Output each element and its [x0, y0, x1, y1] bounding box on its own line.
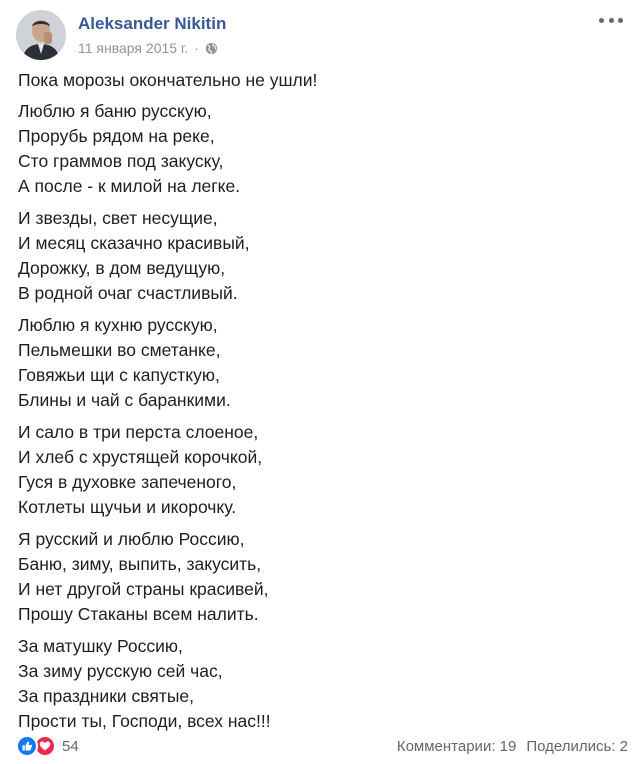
comments-count-link[interactable]: Комментарии: 19 — [396, 737, 517, 755]
poem-line: Люблю я кухню русскую, — [18, 315, 218, 335]
poem-line: Гуся в духовке запеченого, — [18, 472, 237, 492]
poem-stanza — [18, 634, 618, 734]
poem-line: Баню, зиму, выпить, закусить, — [18, 554, 262, 574]
poem-line: Пельмешки во сметанке, — [18, 340, 221, 360]
author-avatar[interactable] — [16, 10, 66, 60]
poem-stanza — [18, 313, 618, 413]
poem-stanza — [18, 206, 618, 306]
poem-line: Котлеты щучьи и икорочку. — [18, 497, 237, 517]
meta-separator: · — [194, 40, 199, 56]
poem-line: И месяц сказачно красивый, — [18, 233, 250, 253]
poem-line: Я русский и люблю Россию, — [18, 529, 245, 549]
poem-stanza — [18, 527, 618, 627]
poem-line: За матушку Россию, — [18, 636, 183, 656]
poem-line: Прости ты, Господи, всех нас!!! — [18, 711, 271, 731]
poem-line: Дорожку, в дом ведущую, — [18, 258, 226, 278]
post-stats — [397, 738, 628, 755]
more-options-icon[interactable] — [599, 13, 623, 27]
poem-line: Прошу Стаканы всем налить. — [18, 604, 259, 624]
post-date-link[interactable]: 11 января 2015 г. — [78, 40, 189, 56]
poem — [18, 99, 618, 734]
poem-line: Прорубь рядом на реке, — [18, 126, 215, 146]
author-name-link[interactable]: Aleksander Nikitin — [78, 14, 227, 33]
poem-line: Люблю я баню русскую, — [18, 101, 212, 121]
shares-count-link[interactable]: Поделились: 2 — [526, 737, 628, 755]
post-header — [16, 10, 623, 62]
post-text — [18, 68, 618, 741]
poem-line: И сало в три перста слоеное, — [18, 422, 259, 442]
post-meta — [78, 40, 218, 56]
reaction-count: 54 — [62, 737, 79, 755]
poem-line: За праздники святые, — [18, 686, 195, 706]
poem-line: За зиму русскую сей час, — [18, 661, 223, 681]
poem-line: И нет другой страны красивей, — [18, 579, 269, 599]
poem-line: Блины и чай с баранкими. — [18, 390, 231, 410]
like-icon — [16, 735, 38, 757]
post-footer — [16, 733, 628, 759]
poem-stanza — [18, 99, 618, 199]
poem-line: И звезды, свет несущие, — [18, 208, 218, 228]
poem-line: Сто граммов под закуску, — [18, 151, 224, 171]
poem-line: В родной очаг счастливый. — [18, 283, 238, 303]
poem-line: Говяжьи щи с капусткую, — [18, 365, 220, 385]
poem-stanza — [18, 420, 618, 520]
post-intro-line: Пока морозы окончательно не ушли! — [18, 70, 318, 90]
reaction-icons — [16, 735, 56, 757]
reactions-summary[interactable] — [16, 735, 79, 757]
poem-line: И хлеб с хрустящей корочкой, — [18, 447, 263, 467]
poem-line: А после - к милой на легке. — [18, 176, 241, 196]
globe-icon[interactable] — [205, 42, 218, 55]
